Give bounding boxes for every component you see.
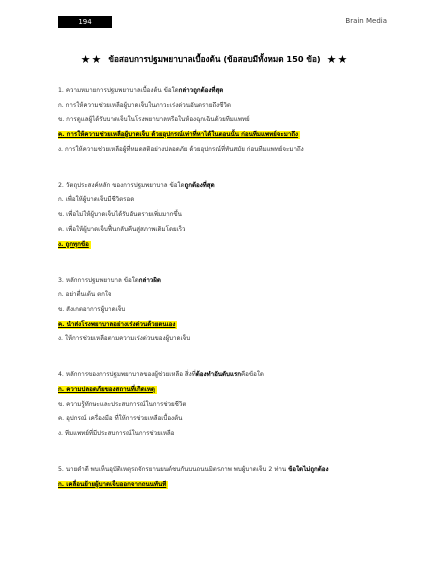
page-title <box>0 53 429 66</box>
correct-answer: ก. ความปลอดภัยของสถานที่เกิดเหตุ <box>58 385 155 393</box>
question-stem: 5. นายดำดี พบเห็นอุบัติเหตุรถจักรยานยนต์ชนกันบนถนนมิตรภาพ พบผู้บาดเจ็บ 2 ท่าน ข้อใดไม่ถูกต้อง <box>58 466 329 473</box>
title-text: ข้อสอบการปฐมพยาบาลเบื้องต้น (ข้อสอบมีทั้งหมด 150 ข้อ) <box>108 54 321 64</box>
correct-answer: ก. เคลื่อนย้ายผู้บาดเจ็บออกจากถนนทันที <box>58 480 167 488</box>
choice: ข. การดูแลผู้ได้รับบาดเจ็บในโรงพยาบาลหรือในห้องฉุกเฉินด้วยทีมแพทย์ <box>58 116 250 124</box>
question-3 <box>58 277 398 344</box>
question-2 <box>58 182 398 249</box>
correct-answer: ง. ถูกทุกข้อ <box>58 240 89 248</box>
brand-name: Brain Media <box>345 17 387 25</box>
choice: ง. ทีมแพทย์ที่มีประสบการณ์ในการช่วยเหลือ <box>58 430 175 437</box>
question-stem: 2. วัตถุประสงค์หลัก ของการปฐมพยาบาล ข้อใดถูกต้องที่สุด <box>58 181 215 189</box>
correct-answer: ค. การให้ความช่วยเหลือผู้บาดเจ็บ ด้วยอุปกรณ์เท่าที่หาได้ในตอนนั้น ก่อนทีมแพทย์จะมาถึง <box>58 131 299 139</box>
choice: ง. ให้การช่วยเหลือตามความเร่งด่วนของผู้บาดเจ็บ <box>58 335 191 343</box>
choice: ก. การให้ความช่วยเหลือผู้บาดเจ็บในภาวะเร่งด่วนอันตรายถึงชีวิต <box>58 101 231 109</box>
question-5 <box>58 466 398 489</box>
choice: ข. สังเกตอาการผู้บาดเจ็บ <box>58 305 126 313</box>
choice: ข. เพื่อไม่ให้ผู้บาดเจ็บได้รับอันตรายเพิ่มมากขึ้น <box>58 211 182 219</box>
question-4 <box>58 371 398 438</box>
question-1 <box>58 87 398 154</box>
star-icon-left: ★★ <box>80 53 103 66</box>
page-number: 194 <box>58 16 112 28</box>
choice: ก. อย่าตื่นเต้น ตกใจ <box>58 291 112 299</box>
choice: ก. เพื่อให้ผู้บาดเจ็บมีชีวิตรอด <box>58 196 135 204</box>
correct-answer: ค. นำส่งโรงพยาบาลอย่างเร่งด่วนด้วยตนเอง <box>58 320 176 328</box>
choice: ข. ความรู้ทักษะและประสบการณ์ในการช่วยชีวิต <box>58 400 187 408</box>
choice: ค. อุปกรณ์ เครื่องมือ ที่ให้การช่วยเหลือเบื้องต้น <box>58 415 183 423</box>
star-icon-right: ★★ <box>326 53 349 66</box>
question-stem: 1. ความหมายการปฐมพยาบาลเบื้องต้น ข้อใดกล่าวถูกต้องที่สุด <box>58 87 224 94</box>
question-stem: 4. หลักการของการปฐมพยาบาลของผู้ช่วยเหลือ สิ่งที่ต้องทำอันดับแรกคือข้อใด <box>58 371 264 379</box>
choice: ค. เพื่อให้ผู้บาดเจ็บฟื้นกลับคืนสู่สภาพเดิมโดยเร็ว <box>58 225 186 233</box>
choice: ง. การให้ความช่วยเหลือผู้ที่หมดสติอย่างปลอดภัย ด้วยอุปกรณ์ที่ทันสมัย ก่อนทีมแพทย์จะมาถึง <box>58 145 304 153</box>
question-stem: 3. หลักการปฐมพยาบาล ข้อใดกล่าวผิด <box>58 276 161 284</box>
question-list <box>58 87 398 517</box>
